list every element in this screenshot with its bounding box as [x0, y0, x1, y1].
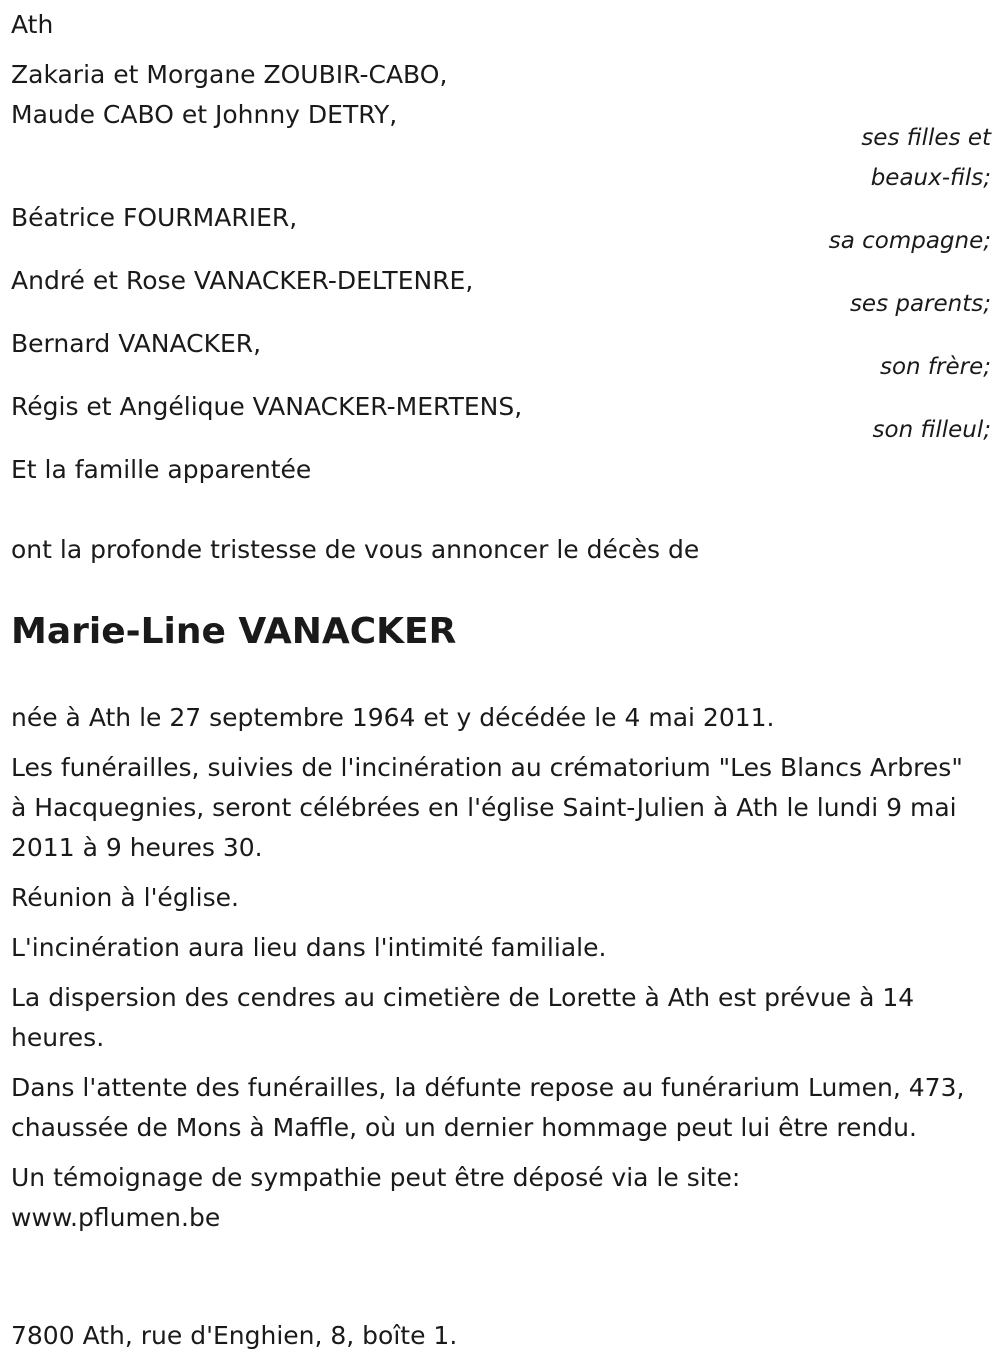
funeral-details: Les funérailles, suivies de l'incinération au crématorium "Les Blancs Arbres" à Hacquegnies, seront célébrées en l'église Saint-Julien à Ath le lundi 9 mai 2011 à 9 heures 30. [11, 753, 963, 862]
notice-body [11, 698, 981, 1238]
funeral-home-info: Dans l'attente des funérailles, la défunte repose au funérarium Lumen, 473, chaussée de Mons à Maffle, où un dernier hommage peut lui être rendu. [11, 1073, 965, 1142]
birth-death-dates: née à Ath le 27 septembre 1964 et y décédée le 4 mai 2011. [11, 703, 775, 732]
family-name-line: André et Rose VANACKER-DELTENRE, [11, 266, 474, 295]
family-role: ses parents; [849, 291, 991, 317]
extended-family: Et la famille apparentée [11, 455, 312, 484]
family-role: beaux-fils; [870, 165, 991, 191]
sympathy-note [11, 1158, 981, 1238]
city-heading: Ath [11, 10, 54, 39]
family-role: son frère; [879, 354, 991, 380]
website-link[interactable]: www.pflumen.be [11, 1203, 221, 1232]
cremation-note: L'incinération aura lieu dans l'intimité familiale. [11, 933, 607, 962]
family-name-line: Béatrice FOURMARIER, [11, 203, 298, 232]
family-name-line: Maude CABO et Johnny DETRY, [11, 100, 398, 129]
family-role: ses filles et [861, 125, 991, 151]
ash-dispersion: La dispersion des cendres au cimetière de Lorette à Ath est prévue à 14 heures. [11, 983, 915, 1052]
family-role: sa compagne; [828, 228, 991, 254]
family-role: son filleul; [872, 417, 991, 443]
family-name-line: Zakaria et Morgane ZOUBIR-CABO, [11, 60, 448, 89]
meeting-place: Réunion à l'église. [11, 883, 239, 912]
family-name-line: Régis et Angélique VANACKER-MERTENS, [11, 392, 523, 421]
deceased-name: Marie-Line VANACKER [11, 611, 457, 652]
family-address: 7800 Ath, rue d'Enghien, 8, boîte 1. [11, 1321, 458, 1350]
family-name-line: Bernard VANACKER, [11, 329, 262, 358]
sympathy-text: Un témoignage de sympathie peut être déposé via le site: [11, 1163, 741, 1192]
announcement: ont la profonde tristesse de vous annoncer le décès de [11, 535, 700, 564]
